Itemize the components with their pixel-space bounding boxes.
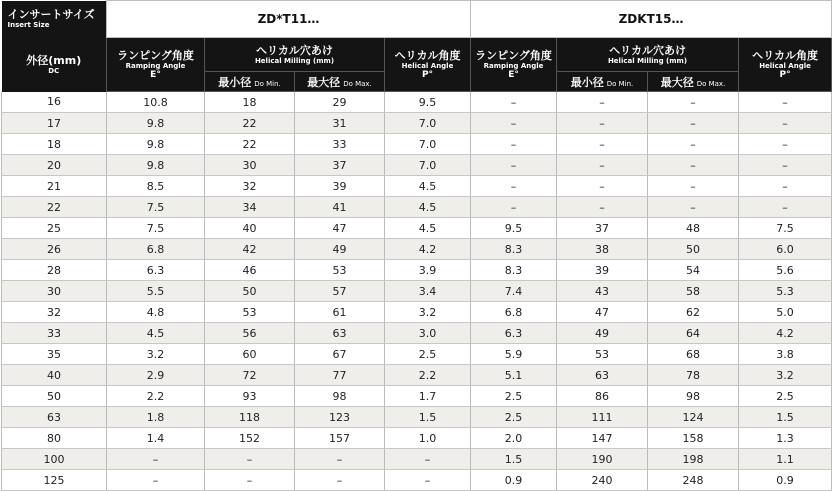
min-dia-1-cell: 40 [205, 218, 295, 239]
ramp-angle-header-2 [471, 38, 557, 92]
max-dia-1-cell: 33 [295, 134, 385, 155]
dc-label-en: DC [48, 66, 60, 75]
ramp-label-en: Ramping Angle [125, 62, 186, 70]
table-header [2, 1, 832, 92]
max-dia-1-cell: 37 [295, 155, 385, 176]
min-dia-1-cell: 42 [205, 239, 295, 260]
helical-angle-2-cell: – [739, 113, 832, 134]
helical-label-en: Helical Milling (mm) [607, 56, 688, 65]
min-label-jp: 最小径 [218, 75, 252, 89]
table-row [2, 239, 832, 260]
min-dia-1-cell: – [205, 449, 295, 470]
max-dia-1-cell: 63 [295, 323, 385, 344]
helical-angle-2-cell: 7.5 [739, 218, 832, 239]
max-dia-1-cell: 57 [295, 281, 385, 302]
ramp-angle-2-cell: 5.9 [471, 344, 557, 365]
max-dia-1-cell: 53 [295, 260, 385, 281]
min-dia-1-cell: 118 [205, 407, 295, 428]
helical-angle-1-cell: 4.5 [385, 197, 471, 218]
helical-angle-1-cell: 2.2 [385, 365, 471, 386]
ramp-angle-1-cell: 10.8 [107, 92, 205, 113]
min-dia-header-2 [557, 72, 648, 92]
table-row [2, 260, 832, 281]
max-dia-2-cell: – [648, 134, 739, 155]
helical-milling-header-2 [557, 38, 739, 72]
helical-angle-1-cell: 1.5 [385, 407, 471, 428]
table-row [2, 155, 832, 176]
max-dia-2-cell: 124 [648, 407, 739, 428]
ramp-angle-1-cell: 9.8 [107, 113, 205, 134]
min-dia-1-cell: 32 [205, 176, 295, 197]
ramp-angle-2-cell: – [471, 197, 557, 218]
helical-angle-2-cell: 6.0 [739, 239, 832, 260]
ramp-angle-1-cell: 9.8 [107, 134, 205, 155]
dc-cell: 100 [2, 449, 107, 470]
ramp-angle-2-cell: – [471, 176, 557, 197]
helical-angle-1-cell: 3.9 [385, 260, 471, 281]
helical-angle-2-cell: 4.2 [739, 323, 832, 344]
dc-cell: 17 [2, 113, 107, 134]
insert-size-header [2, 1, 107, 38]
max-dia-2-cell: – [648, 197, 739, 218]
helical-angle-1-cell: 3.4 [385, 281, 471, 302]
insert-size-label-en: Insert Size [7, 21, 50, 29]
max-label-jp: 最大径 [307, 75, 341, 89]
ramp-angle-2-cell: 5.1 [471, 365, 557, 386]
dc-label-jp: 外径(mm) [26, 53, 82, 67]
min-dia-1-cell: 152 [205, 428, 295, 449]
hel-angle-symbol: P° [421, 70, 434, 80]
ramp-angle-2-cell: 6.8 [471, 302, 557, 323]
max-dia-2-cell: 58 [648, 281, 739, 302]
ramp-angle-2-cell: 0.9 [471, 470, 557, 491]
min-dia-2-cell: 53 [557, 344, 648, 365]
min-dia-2-cell: 86 [557, 386, 648, 407]
min-dia-1-cell: 18 [205, 92, 295, 113]
helical-angle-header-2 [739, 38, 832, 92]
dc-cell: 63 [2, 407, 107, 428]
helical-angle-2-cell: 1.3 [739, 428, 832, 449]
min-dia-2-cell: – [557, 197, 648, 218]
table-row [2, 92, 832, 113]
ramp-angle-1-cell: 7.5 [107, 218, 205, 239]
dc-cell: 125 [2, 470, 107, 491]
min-dia-2-cell: 47 [557, 302, 648, 323]
ramp-angle-1-cell: 2.9 [107, 365, 205, 386]
ramp-angle-1-cell: 1.4 [107, 428, 205, 449]
group2-title: ZDKT15… [471, 1, 832, 38]
dc-cell: 30 [2, 281, 107, 302]
max-dia-2-cell: – [648, 155, 739, 176]
ramp-angle-1-cell: 1.8 [107, 407, 205, 428]
ramp-angle-2-cell: – [471, 134, 557, 155]
helical-angle-2-cell: – [739, 92, 832, 113]
helical-label-en: Helical Milling (mm) [254, 56, 335, 65]
max-dia-2-cell: 62 [648, 302, 739, 323]
max-dia-2-cell: 68 [648, 344, 739, 365]
max-dia-2-cell: 198 [648, 449, 739, 470]
max-dia-1-cell: 41 [295, 197, 385, 218]
max-dia-1-cell: 67 [295, 344, 385, 365]
helical-angle-1-cell: 4.5 [385, 218, 471, 239]
table-row [2, 428, 832, 449]
helical-milling-header-1 [205, 38, 385, 72]
helical-angle-2-cell: – [739, 197, 832, 218]
max-dia-1-cell: 29 [295, 92, 385, 113]
ramp-angle-2-cell: 8.3 [471, 260, 557, 281]
max-dia-2-cell: 78 [648, 365, 739, 386]
table-row [2, 386, 832, 407]
min-dia-1-cell: – [205, 470, 295, 491]
max-dia-2-cell: – [648, 176, 739, 197]
helical-angle-1-cell: 9.5 [385, 92, 471, 113]
max-dia-2-cell: – [648, 113, 739, 134]
max-dia-1-cell: 157 [295, 428, 385, 449]
max-dia-1-cell: 31 [295, 113, 385, 134]
table-row [2, 176, 832, 197]
ramp-label-jp: ランピング角度 [475, 49, 552, 62]
helical-label-jp: ヘリカル穴あけ [256, 43, 333, 57]
min-dia-2-cell: 190 [557, 449, 648, 470]
dc-cell: 22 [2, 197, 107, 218]
max-dia-2-cell: 48 [648, 218, 739, 239]
table-row [2, 449, 832, 470]
max-dia-1-cell: 61 [295, 302, 385, 323]
min-dia-2-cell: 38 [557, 239, 648, 260]
helical-angle-2-cell: 0.9 [739, 470, 832, 491]
table-row [2, 197, 832, 218]
ramp-angle-1-cell: 6.8 [107, 239, 205, 260]
max-dia-header-1 [295, 72, 385, 92]
max-dia-1-cell: 49 [295, 239, 385, 260]
helical-angle-2-cell: 1.5 [739, 407, 832, 428]
max-dia-2-cell: 50 [648, 239, 739, 260]
max-label-en: Do Max. [343, 79, 372, 88]
min-dia-1-cell: 46 [205, 260, 295, 281]
helical-angle-2-cell: 1.1 [739, 449, 832, 470]
dc-cell: 16 [2, 92, 107, 113]
dc-cell: 50 [2, 386, 107, 407]
min-label-jp: 最小径 [570, 75, 604, 89]
max-dia-1-cell: – [295, 470, 385, 491]
ramp-angle-2-cell: 2.5 [471, 407, 557, 428]
helical-angle-2-cell: – [739, 176, 832, 197]
ramp-angle-2-cell: 9.5 [471, 218, 557, 239]
dc-header [2, 38, 107, 92]
helical-angle-2-cell: 2.5 [739, 386, 832, 407]
min-dia-2-cell: – [557, 134, 648, 155]
table-body [2, 92, 832, 491]
min-dia-2-cell: 37 [557, 218, 648, 239]
min-dia-1-cell: 53 [205, 302, 295, 323]
max-dia-1-cell: 39 [295, 176, 385, 197]
spec-table [1, 0, 832, 491]
ramp-angle-1-cell: – [107, 470, 205, 491]
ramp-angle-1-cell: 8.5 [107, 176, 205, 197]
max-label-en: Do Max. [696, 79, 726, 88]
helical-angle-2-cell: 5.3 [739, 281, 832, 302]
min-dia-2-cell: 240 [557, 470, 648, 491]
dc-cell: 33 [2, 323, 107, 344]
max-dia-2-cell: 54 [648, 260, 739, 281]
dc-cell: 40 [2, 365, 107, 386]
min-dia-1-cell: 56 [205, 323, 295, 344]
hel-angle-symbol: P° [779, 70, 791, 80]
ramp-angle-1-cell: 4.5 [107, 323, 205, 344]
dc-cell: 26 [2, 239, 107, 260]
max-label-jp: 最大径 [660, 75, 694, 89]
table-row [2, 302, 832, 323]
ramp-label-en: Ramping Angle [483, 62, 544, 70]
min-dia-header-1 [205, 72, 295, 92]
ramp-angle-2-cell: – [471, 113, 557, 134]
ramp-angle-1-cell: 6.3 [107, 260, 205, 281]
min-dia-2-cell: 63 [557, 365, 648, 386]
ramp-symbol: E° [508, 70, 519, 80]
hel-angle-label-jp: ヘリカル角度 [394, 49, 461, 62]
min-dia-1-cell: 22 [205, 134, 295, 155]
ramp-angle-1-cell: 3.2 [107, 344, 205, 365]
ramp-angle-1-cell: 5.5 [107, 281, 205, 302]
min-dia-1-cell: 72 [205, 365, 295, 386]
min-dia-2-cell: 111 [557, 407, 648, 428]
min-dia-2-cell: – [557, 176, 648, 197]
helical-angle-1-cell: 1.0 [385, 428, 471, 449]
ramp-angle-1-cell: 4.8 [107, 302, 205, 323]
helical-angle-1-cell: 3.2 [385, 302, 471, 323]
min-dia-1-cell: 60 [205, 344, 295, 365]
min-label-en: Do Min. [606, 79, 634, 88]
max-dia-1-cell: 47 [295, 218, 385, 239]
max-dia-1-cell: 77 [295, 365, 385, 386]
table-row [2, 407, 832, 428]
min-dia-2-cell: – [557, 113, 648, 134]
max-dia-2-cell: 64 [648, 323, 739, 344]
helical-angle-1-cell: 4.2 [385, 239, 471, 260]
dc-cell: 20 [2, 155, 107, 176]
hel-angle-label-en: Helical Angle [401, 62, 454, 70]
helical-angle-header-1 [385, 38, 471, 92]
ramp-angle-2-cell: – [471, 92, 557, 113]
table-row [2, 218, 832, 239]
ramp-angle-2-cell: 2.5 [471, 386, 557, 407]
table-row [2, 365, 832, 386]
ramp-angle-2-cell: – [471, 155, 557, 176]
min-dia-2-cell: 49 [557, 323, 648, 344]
dc-cell: 35 [2, 344, 107, 365]
helical-angle-1-cell: 4.5 [385, 176, 471, 197]
ramp-angle-1-cell: – [107, 449, 205, 470]
max-dia-2-cell: – [648, 92, 739, 113]
helical-angle-2-cell: 5.0 [739, 302, 832, 323]
hel-angle-label-en: Helical Angle [759, 62, 811, 70]
helical-angle-1-cell: 1.7 [385, 386, 471, 407]
table-row [2, 470, 832, 491]
max-dia-2-cell: 158 [648, 428, 739, 449]
dc-cell: 25 [2, 218, 107, 239]
max-dia-2-cell: 98 [648, 386, 739, 407]
helical-angle-2-cell: – [739, 155, 832, 176]
helical-angle-2-cell: 3.2 [739, 365, 832, 386]
min-dia-1-cell: 93 [205, 386, 295, 407]
table-row [2, 344, 832, 365]
helical-angle-1-cell: 7.0 [385, 134, 471, 155]
min-dia-2-cell: 43 [557, 281, 648, 302]
min-dia-1-cell: 50 [205, 281, 295, 302]
min-dia-1-cell: 34 [205, 197, 295, 218]
helical-angle-1-cell: – [385, 449, 471, 470]
dc-cell: 80 [2, 428, 107, 449]
ramp-angle-header-1 [107, 38, 205, 92]
ramp-angle-2-cell: 7.4 [471, 281, 557, 302]
helical-angle-1-cell: – [385, 470, 471, 491]
helical-angle-2-cell: – [739, 134, 832, 155]
min-dia-2-cell: 147 [557, 428, 648, 449]
min-dia-2-cell: – [557, 155, 648, 176]
ramp-symbol: E° [150, 70, 161, 80]
table-row [2, 323, 832, 344]
ramp-angle-1-cell: 2.2 [107, 386, 205, 407]
helical-angle-2-cell: 3.8 [739, 344, 832, 365]
helical-angle-1-cell: 7.0 [385, 113, 471, 134]
ramp-angle-2-cell: 6.3 [471, 323, 557, 344]
min-dia-1-cell: 30 [205, 155, 295, 176]
ramp-angle-1-cell: 9.8 [107, 155, 205, 176]
helical-angle-2-cell: 5.6 [739, 260, 832, 281]
max-dia-1-cell: 123 [295, 407, 385, 428]
helical-angle-1-cell: 3.0 [385, 323, 471, 344]
min-label-en: Do Min. [254, 79, 281, 88]
table-row [2, 281, 832, 302]
helical-label-jp: ヘリカル穴あけ [609, 43, 686, 57]
helical-angle-1-cell: 2.5 [385, 344, 471, 365]
min-dia-2-cell: 39 [557, 260, 648, 281]
group1-title: ZD*T11… [107, 1, 471, 38]
max-dia-1-cell: 98 [295, 386, 385, 407]
table-row [2, 113, 832, 134]
helical-angle-1-cell: 7.0 [385, 155, 471, 176]
dc-cell: 32 [2, 302, 107, 323]
table-row [2, 134, 832, 155]
ramp-angle-2-cell: 2.0 [471, 428, 557, 449]
dc-cell: 21 [2, 176, 107, 197]
insert-size-label-jp: インサートサイズ [7, 8, 95, 21]
max-dia-2-cell: 248 [648, 470, 739, 491]
hel-angle-label-jp: ヘリカル角度 [752, 49, 818, 62]
ramp-angle-2-cell: 8.3 [471, 239, 557, 260]
ramp-angle-2-cell: 1.5 [471, 449, 557, 470]
max-dia-header-2 [648, 72, 739, 92]
dc-cell: 18 [2, 134, 107, 155]
dc-cell: 28 [2, 260, 107, 281]
min-dia-2-cell: – [557, 92, 648, 113]
ramp-angle-1-cell: 7.5 [107, 197, 205, 218]
min-dia-1-cell: 22 [205, 113, 295, 134]
max-dia-1-cell: – [295, 449, 385, 470]
ramp-label-jp: ランピング角度 [117, 49, 194, 62]
